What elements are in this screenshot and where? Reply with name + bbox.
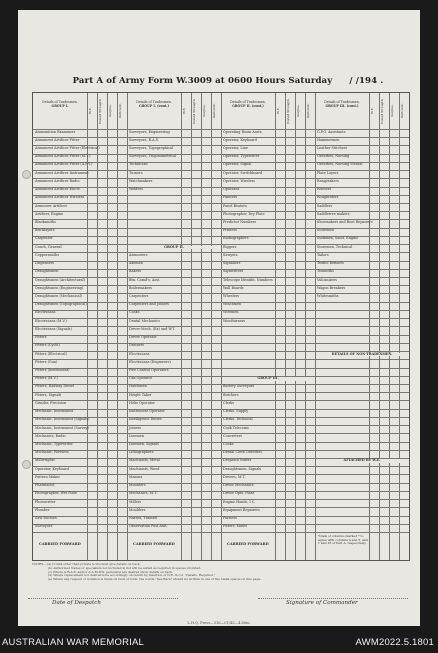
grid-line bbox=[315, 433, 369, 434]
trade-label: Shoemakers and Boot Repairers bbox=[317, 219, 373, 224]
trade-label: Linemen, Signals bbox=[129, 442, 159, 447]
grid-line bbox=[295, 532, 296, 560]
header-group-label: GROUP I. (cont.) bbox=[138, 103, 170, 108]
trade-label: Clerks, Technical bbox=[223, 417, 253, 422]
trade-label: Joiners bbox=[129, 425, 142, 430]
trade-label: Driver Opts. Plant bbox=[223, 491, 255, 496]
grid-line bbox=[315, 425, 369, 426]
printer-imprint: L.H.Q. Press—316—01/45—4.66m. bbox=[187, 621, 251, 625]
column-header-surplus: Surplus. bbox=[201, 104, 206, 118]
grid-line bbox=[315, 384, 369, 385]
trade-label: Dental Clerk Orderlies bbox=[223, 450, 263, 455]
trade-label: Instrument Operator bbox=[129, 409, 165, 414]
trade-label: Saddlers bbox=[317, 203, 333, 208]
trade-label: Armament Artificer Fitter (Electrical) bbox=[35, 145, 100, 150]
column-header-we: W.E. bbox=[369, 107, 374, 115]
trade-label: Operator, Keyboard bbox=[223, 137, 257, 142]
trade-label: Equipment Repairers bbox=[223, 507, 260, 512]
column-header-deficient: Deficient. bbox=[117, 103, 122, 119]
grid-line bbox=[201, 532, 202, 560]
grid-line bbox=[315, 499, 369, 500]
grid-line bbox=[315, 376, 369, 377]
note-line: (c) Where A.W.A.S. and/or A.A.M.W.S. personnel are desired show details on back. bbox=[48, 569, 174, 574]
trade-label: Dispensers bbox=[35, 261, 55, 266]
trade-label: Electricians (Engineers) bbox=[129, 359, 171, 364]
trade-label: Concreters bbox=[223, 433, 243, 438]
trade-label: Clerks bbox=[223, 400, 235, 405]
trade-label: Painters bbox=[223, 195, 238, 200]
trade-label: Pharmacist bbox=[35, 483, 55, 488]
trade-label: ATTACHED BY W.E. bbox=[317, 459, 407, 463]
trade-label: Dental Mechanics bbox=[129, 318, 160, 323]
grid-line bbox=[315, 507, 369, 508]
trade-label: Draughtsmen (Architectural) bbox=[35, 277, 85, 282]
trade-label: Surveyors, Engineering bbox=[129, 129, 170, 134]
trade-label: Fitters (Cycle) bbox=[35, 343, 60, 348]
trade-label: Mechanics, Radio bbox=[35, 433, 66, 438]
trade-label: Fitters (Electrical) bbox=[35, 351, 67, 356]
trade-label: Operating Room Assts. bbox=[223, 129, 263, 134]
grid-line bbox=[305, 532, 306, 560]
trade-label: Helio Operator bbox=[129, 400, 155, 405]
carried-forward-label: CARRIED FORWARD bbox=[39, 542, 81, 546]
column-header-surplus: Surplus. bbox=[107, 104, 112, 118]
trade-label: Coach, General bbox=[35, 244, 62, 249]
form-page bbox=[18, 10, 420, 626]
trade-label: Lithographers bbox=[129, 450, 154, 455]
trade-label: Technician bbox=[129, 162, 148, 167]
trade-label: Riveters bbox=[317, 187, 332, 192]
grid-line bbox=[315, 409, 369, 410]
trade-label: Leather Stitchers bbox=[317, 145, 348, 150]
caption-institution: AUSTRALIAN WAR MEMORIAL bbox=[2, 637, 145, 648]
trade-label: Welders bbox=[129, 187, 143, 192]
grid-line bbox=[315, 516, 369, 517]
grid-line bbox=[221, 335, 275, 336]
column-header-we: W.E. bbox=[87, 107, 92, 115]
trade-label: Operator, Keyboard bbox=[35, 466, 69, 471]
trade-label: Electricians (M.V.) bbox=[35, 318, 67, 323]
trade-label: Linemen bbox=[129, 433, 144, 438]
trade-label: Telescope Identifn. Numbers bbox=[223, 277, 273, 282]
trade-label: Saw Doctors bbox=[35, 516, 57, 521]
form-notes bbox=[32, 563, 408, 582]
grid-line bbox=[181, 532, 182, 560]
trade-label: Fitters' Mates bbox=[223, 524, 248, 529]
grid-line bbox=[315, 335, 369, 336]
grid-line bbox=[107, 532, 108, 560]
trade-label: Draughtsmen bbox=[35, 269, 59, 274]
trade-label: Battery Surveyors bbox=[223, 384, 255, 389]
trade-label: Carpenters bbox=[129, 293, 149, 298]
trade-label: Orderlies, Nursing Mental bbox=[317, 162, 363, 167]
trade-label: Axemen bbox=[129, 261, 143, 266]
trade-label: Mechanic, Instrument bbox=[35, 409, 74, 414]
trade-label: Cooks bbox=[223, 442, 234, 447]
trade-label: Draughtsmen (Engineering) bbox=[35, 285, 84, 290]
trade-label: Grinder, Precision bbox=[35, 400, 67, 405]
grid-line bbox=[87, 532, 88, 560]
grid-line bbox=[285, 532, 286, 560]
trade-label: Turners bbox=[129, 170, 143, 175]
header-group-label: GROUP III. (cont.) bbox=[325, 103, 359, 108]
trade-label: Nurses, Trained bbox=[129, 516, 157, 521]
grid-line bbox=[221, 326, 275, 327]
date-of-despatch-label: Date of Despatch bbox=[52, 600, 101, 606]
column-header-deficient: Deficient. bbox=[399, 103, 404, 119]
punch-hole bbox=[22, 170, 31, 179]
trade-label: Watchmakers bbox=[129, 178, 153, 183]
grid-line bbox=[315, 326, 369, 327]
trade-label: Carpenter bbox=[35, 236, 53, 241]
trade-label: Ammunition Examiners bbox=[35, 129, 76, 134]
column-header-deficient: Deficient. bbox=[305, 103, 310, 119]
trade-label: Photowriter bbox=[35, 499, 56, 504]
trade-label: Fitters (M.V.) bbox=[35, 376, 58, 381]
grid-line bbox=[315, 368, 369, 369]
trade-label: Driver Operator bbox=[129, 335, 157, 340]
trade-label: Pattern Maker bbox=[35, 474, 60, 479]
signature-of-commander-label: Signature of Commander bbox=[286, 600, 358, 606]
trade-label: Fitters, Railway Diesel bbox=[35, 384, 75, 389]
trade-label: GROUP II. bbox=[129, 246, 219, 250]
trade-label: Millwrights bbox=[35, 458, 55, 463]
trade-label: Operator, Line bbox=[223, 145, 248, 150]
grid-line bbox=[315, 310, 369, 311]
carried-forward-label: CARRIED FORWARD bbox=[133, 542, 175, 546]
trade-label: Fitters (Gun) bbox=[35, 359, 58, 364]
trade-label: Vulcanizers bbox=[317, 277, 337, 282]
trade-label: Surveyors bbox=[35, 524, 53, 529]
trade-label: Surveyors, Trigonometrical bbox=[129, 154, 177, 159]
trade-label: Mounters bbox=[129, 483, 146, 488]
grid-line bbox=[221, 359, 275, 360]
grid-line bbox=[315, 417, 369, 418]
trade-label: Sudsmen, Sanit. Engine bbox=[317, 236, 359, 241]
column-header-details bbox=[35, 101, 85, 108]
form-title-date: / /194 . bbox=[349, 76, 384, 86]
trade-label: Whitesmiths bbox=[317, 293, 339, 298]
trade-label: Storemen, Technical bbox=[317, 244, 353, 249]
grid-line bbox=[379, 532, 380, 560]
grid-line bbox=[399, 532, 400, 560]
trade-label: Electricians (Signals) bbox=[35, 326, 72, 331]
trade-label: G.P.O. Assistants bbox=[317, 129, 346, 134]
trade-label: Mechanic, Instrument (Survey) bbox=[35, 425, 89, 430]
trade-label: Textile Refiners bbox=[317, 261, 344, 266]
trade-label: Farriers bbox=[223, 516, 237, 521]
column-header-we: W.E. bbox=[275, 107, 280, 115]
grid-line bbox=[315, 450, 369, 451]
trade-label: Storemen bbox=[317, 228, 334, 233]
trade-label: Surveyors, R.A.S. bbox=[129, 137, 159, 142]
trade-label: Operator, Switchboard bbox=[223, 170, 263, 175]
grid-line bbox=[315, 483, 369, 484]
grid-line bbox=[127, 219, 181, 220]
trade-label: Hatchmen bbox=[129, 384, 147, 389]
trade-label: Armourer Artificer bbox=[35, 203, 68, 208]
trade-label: Tailors bbox=[317, 252, 329, 257]
trade-label: Riggers bbox=[223, 244, 237, 249]
trade-label: Masons bbox=[129, 474, 143, 479]
grid-line bbox=[315, 400, 369, 401]
caption-accession: AWM2022.5.1801 bbox=[355, 637, 434, 648]
trade-label: Cook Telecoms bbox=[223, 425, 249, 430]
trade-label: Intelligence Duties bbox=[129, 417, 162, 422]
trade-label: Fitters bbox=[35, 335, 47, 340]
commander-signature-line bbox=[258, 598, 408, 599]
column-header-posted: Posted Strength. bbox=[97, 98, 102, 124]
trade-label: Orderlies, Nursing bbox=[317, 154, 350, 159]
column-header-posted: Posted Strength. bbox=[379, 98, 384, 124]
grid-line bbox=[211, 532, 212, 560]
trade-label: Printers bbox=[223, 228, 237, 233]
grid-line bbox=[369, 532, 370, 560]
column-header-deficient: Deficient. bbox=[211, 103, 216, 119]
header-details-label: Details of Tradesmen. bbox=[230, 100, 266, 104]
grid-line bbox=[117, 532, 118, 560]
column-header-details bbox=[317, 101, 367, 108]
column-header-we: W.E. bbox=[181, 107, 186, 115]
grid-line bbox=[127, 211, 181, 212]
column-header-details bbox=[129, 101, 179, 108]
trade-label: Saddletree makers bbox=[317, 211, 350, 216]
trade-label: GROUP III. bbox=[223, 377, 313, 381]
header-group-label: GROUP I. bbox=[51, 103, 69, 108]
trade-label: Photographer, Wet Plate bbox=[35, 491, 77, 496]
trade-label: Signallers bbox=[223, 261, 241, 266]
column-header-surplus: Surplus. bbox=[389, 104, 394, 118]
trade-label: Mechanic, Wireless bbox=[35, 450, 69, 455]
note-line: NOTES.—(a) If rank other than private is involved give details on back. bbox=[32, 562, 141, 566]
totals-note: Totals of columns marked * to agree with columns 4 and 5, and 1 and 16 of Part A, respectively. bbox=[318, 534, 368, 546]
grid-line bbox=[315, 392, 369, 393]
trade-label: Fire Control Operators bbox=[129, 368, 169, 372]
grid-line bbox=[315, 302, 369, 303]
column-header-details bbox=[223, 101, 273, 108]
grid-line bbox=[315, 524, 369, 525]
grid-line bbox=[389, 532, 390, 560]
trade-label: Armament Artificer Fitter bbox=[35, 137, 80, 142]
trade-label: Mechanics, M.T. bbox=[129, 491, 158, 496]
grid-line bbox=[127, 236, 181, 237]
trade-label: Machinists, Wood bbox=[129, 466, 160, 471]
trade-label: Rangetakers bbox=[317, 178, 339, 183]
tradesmen-table bbox=[32, 92, 410, 561]
trade-label: Roughriders bbox=[317, 195, 339, 200]
carried-forward-label: CARRIED FORWARD bbox=[227, 542, 269, 546]
trade-label: Signwriters bbox=[223, 269, 244, 274]
trade-label: Armament Artificer Wireless bbox=[35, 195, 85, 200]
trade-label: Bricklayers bbox=[35, 228, 55, 233]
trade-label: Machinists, Metal bbox=[129, 458, 160, 463]
grid-line bbox=[221, 368, 275, 369]
trade-label: Radiographers bbox=[223, 236, 249, 241]
trade-label: Drivers, M.T. bbox=[223, 474, 246, 479]
trade-label: Moulders bbox=[129, 507, 146, 512]
trade-label: Opticians bbox=[223, 187, 240, 192]
note-line: (b) Authorized trades or specialists not included in list will be added as required in spaces provided. bbox=[48, 565, 202, 570]
trade-label: Height Taker bbox=[129, 392, 152, 397]
trade-label: Operator, Signal bbox=[223, 162, 252, 167]
trade-label: Draughtsmen (Mechanical) bbox=[35, 293, 82, 298]
trade-label: Clerks, Supply bbox=[223, 409, 249, 414]
trade-label: Cooks bbox=[129, 310, 140, 315]
column-header-posted: Posted Strength. bbox=[191, 98, 196, 124]
trade-label: Blacksmiths bbox=[35, 219, 56, 224]
trade-label: Operator, Wireless bbox=[223, 178, 256, 183]
trade-label: Hammermen bbox=[317, 137, 340, 142]
grid-line bbox=[97, 532, 98, 560]
trade-label: Armament Artificer Electr bbox=[35, 187, 80, 192]
trade-label: Driver Mechanics bbox=[223, 483, 254, 488]
trade-label: Operator, Typewriter bbox=[223, 154, 260, 159]
grid-line bbox=[315, 318, 369, 319]
trade-label: Carpenters and Joiners bbox=[129, 302, 169, 307]
trade-label: Boilermakers bbox=[129, 285, 152, 290]
trade-label: Armourers bbox=[129, 252, 148, 257]
trade-label: Drainers bbox=[129, 343, 144, 348]
trade-label: Panel Beaters bbox=[223, 203, 247, 208]
grid-line bbox=[315, 343, 369, 344]
grid-line bbox=[221, 343, 275, 344]
trade-label: Wagon Breakers bbox=[317, 285, 346, 290]
trade-label: Butchers bbox=[223, 392, 239, 397]
trade-label: Mechanic, Typewriter bbox=[35, 442, 73, 447]
grid-line bbox=[315, 474, 369, 475]
trade-label: Armament Artificer Fitter (A.F.V.) bbox=[35, 162, 93, 167]
trade-label: Wheelers bbox=[223, 293, 240, 298]
grid-line bbox=[221, 351, 275, 352]
grid-line bbox=[191, 532, 192, 560]
trade-label: Millers bbox=[129, 499, 142, 504]
grid-line bbox=[275, 532, 276, 560]
note-line: (d) Where replacement not desired note accordingly on return by insertion of N.R. in col. "Details, Required." bbox=[48, 573, 216, 578]
trade-label: Fitters (Instrument) bbox=[35, 368, 70, 372]
column-header-posted: Posted Strength. bbox=[285, 98, 290, 124]
trade-label: Artificer, Engine bbox=[35, 211, 64, 216]
column-header-surplus: Surplus. bbox=[295, 104, 300, 118]
note-line: (e) Where any request or notation is made on back of form, the words "See Back" should be written in one of the blank spaces on this page. bbox=[48, 577, 262, 582]
grid-line bbox=[127, 195, 181, 196]
grid-line bbox=[315, 466, 369, 467]
grid-line bbox=[127, 203, 181, 204]
trade-label: Plumber bbox=[35, 507, 50, 512]
header-details-label: Details of Tradesmen. bbox=[324, 100, 360, 104]
trade-label: Despatch Riders bbox=[223, 458, 252, 463]
grid-line bbox=[127, 228, 181, 229]
header-details-label: Details of Tradesmen. bbox=[42, 100, 78, 104]
header-group-label: GROUP II. (cont.) bbox=[232, 103, 264, 108]
trade-label: Surveyors, Topographical bbox=[129, 145, 174, 150]
trade-label: Tinsmiths bbox=[317, 269, 334, 274]
trade-label: Wall Boards bbox=[223, 285, 244, 290]
trade-label: Woodturners bbox=[223, 318, 246, 323]
trade-label: Draughtsmen (Topographical) bbox=[35, 302, 87, 307]
form-title-text: Part A of Army Form W.3009 at 0600 Hours Saturday bbox=[72, 76, 333, 86]
trade-label: Armament Artificer Instrument bbox=[35, 170, 89, 175]
trade-label: Engine Hands, I.C. bbox=[223, 499, 256, 504]
trade-label: Electricians bbox=[129, 351, 150, 356]
trade-label: Gas Operator bbox=[129, 376, 153, 381]
trade-label: DETAILS OF NON-TRADESMEN. bbox=[317, 353, 407, 357]
trade-label: Driver-Mech. (Ex) and W.T. bbox=[129, 326, 176, 331]
trade-label: Coppersmiths bbox=[35, 252, 59, 257]
trade-label: Wiremen bbox=[223, 310, 239, 315]
trade-label: Armament Artificer Radio bbox=[35, 178, 80, 183]
trade-label: Winchmen bbox=[223, 302, 242, 307]
trade-label: Mechanic, Instrument (Signals) bbox=[35, 417, 90, 422]
trade-label: Draughtsmen, Signals bbox=[223, 466, 262, 471]
trade-label: Electricians bbox=[35, 310, 56, 315]
trade-label: Btn. Comd's, Asst. bbox=[129, 277, 161, 282]
form-title bbox=[38, 76, 418, 86]
grid-line bbox=[315, 359, 369, 360]
header-details-label: Details of Tradesmen. bbox=[136, 100, 172, 104]
trade-label: Bakers bbox=[129, 269, 141, 274]
trade-label: Photographer, Dry Plate bbox=[223, 211, 265, 216]
trade-label: Sawyers bbox=[223, 252, 238, 257]
punch-hole bbox=[22, 460, 31, 469]
despatch-date-line bbox=[28, 598, 178, 599]
trade-label: Fitters, Signals bbox=[35, 392, 62, 397]
grid-line bbox=[315, 442, 369, 443]
grid-line bbox=[315, 491, 369, 492]
trade-label: Predictor Numbers bbox=[223, 219, 257, 224]
trade-label: Armament Artificer Fitter (M.T.) bbox=[35, 154, 91, 159]
trade-label: Observation Post Asst. bbox=[129, 524, 168, 529]
trade-label: Plate Layers bbox=[317, 170, 339, 175]
